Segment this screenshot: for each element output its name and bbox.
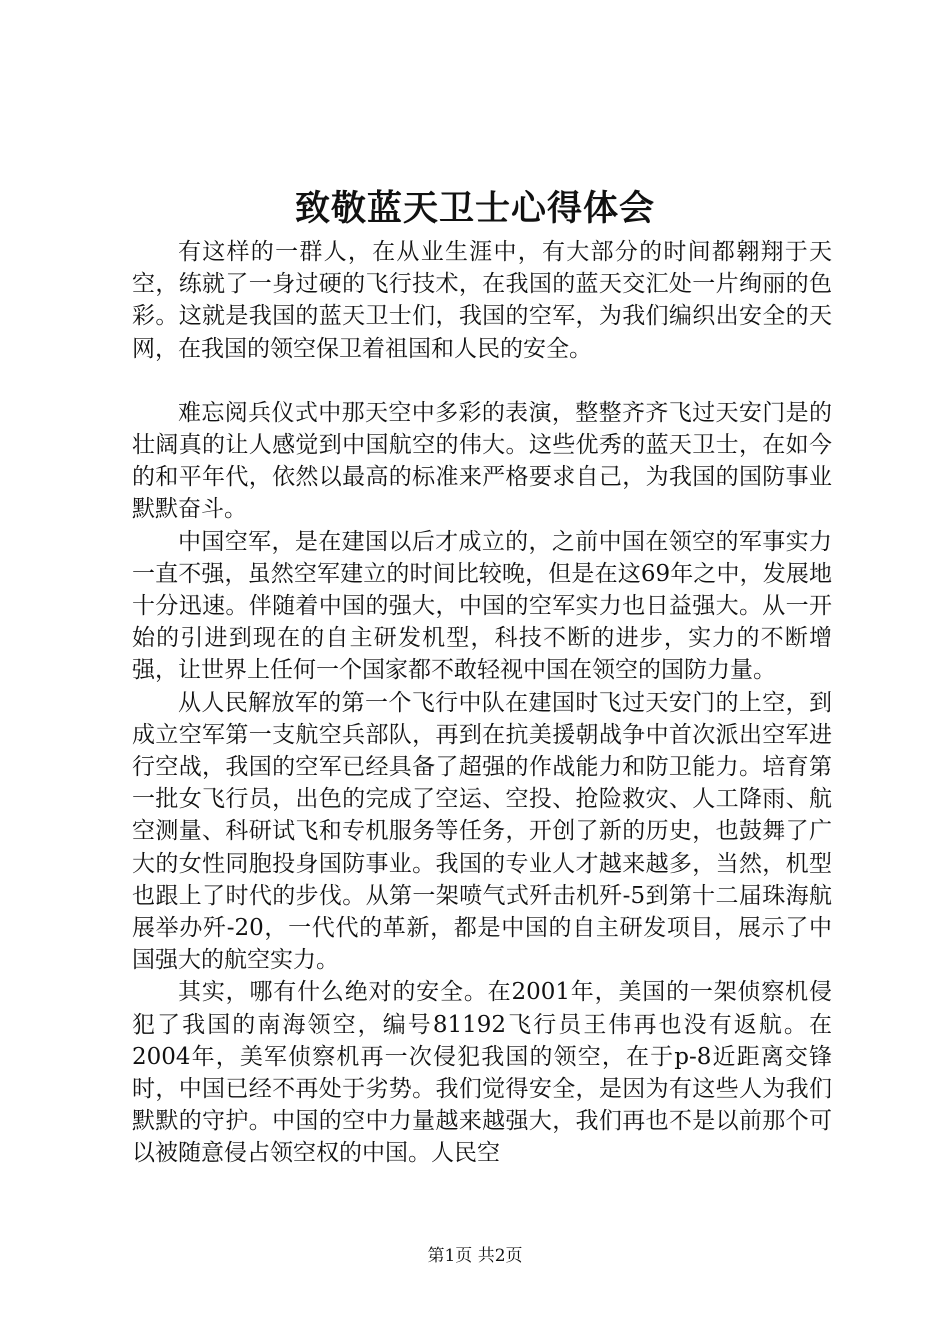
paragraph-parade: 难忘阅兵仪式中那天空中多彩的表演，整整齐齐飞过天安门是的壮阔真的让人感觉到中国航空的伟大。这些优秀的蓝天卫士，在如今的和平年代，依然以最高的标准来严格要求自己，为我国的国防事业默默奋斗。 xyxy=(132,399,832,523)
document-body xyxy=(132,236,832,1170)
page-title: 致敬蓝天卫士心得体会 xyxy=(294,188,655,229)
paragraph-intro: 有这样的一群人，在从业生涯中，有大部分的时间都翱翔于天空，练就了一身过硬的飞行技术，在我国的蓝天交汇处一片绚丽的色彩。这就是我国的蓝天卫士们，我国的空军，为我们编织出安全的天网，在我国的领空保卫着祖国和人民的安全。 xyxy=(132,239,832,362)
paragraph-air-force-history: 中国空军，是在建国以后才成立的，之前中国在领空的军事实力一直不强，虽然空军建立的时间比较晚，但是在这69年之中，发展地十分迅速。伴随着中国的强大，中国的空军实力也日益强大。从一开始的引进到现在的自主研发机型，科技不断的进步，实力的不断增强，让世界上任何一个国家都不敢轻视中国在领空的国防力量。 xyxy=(132,528,832,684)
paragraph-achievements: 从人民解放军的第一个飞行中队在建国时飞过天安门的上空，到成立空军第一支航空兵部队，再到在抗美援朝战争中首次派出空军进行空战，我国的空军已经具备了超强的作战能力和防卫能力。培育第一批女飞行员，出色的完成了空运、空投、抢险救灾、人工降雨、航空测量、科研试飞和专机服务等任务，开创了新的历史，也鼓舞了广大的女性同胞投身国防事业。我国的专业人才越来越多，当然，机型也跟上了时代的步伐。从第一架喷气式歼击机歼-5到第十二届珠海航展举办歼-20，一代代的革新，都是中国的自主研发项目，展示了中国强大的航空实力。 xyxy=(132,689,832,974)
paragraph-security: 其实，哪有什么绝对的安全。在2001年，美国的一架侦察机侵犯了我国的南海领空，编号81192飞行员王伟再也没有返航。在2004年，美军侦察机再一次侵犯我国的领空，在于p-8近距离交锋时，中国已经不再处于劣势。我们觉得安全，是因为有这些人为我们默默的守护。中国的空中力量越来越强大，我们再也不是以前那个可以被随意侵占领空权的中国。人民空 xyxy=(132,979,832,1167)
page-footer: 第1页 共2页 xyxy=(427,1246,523,1266)
